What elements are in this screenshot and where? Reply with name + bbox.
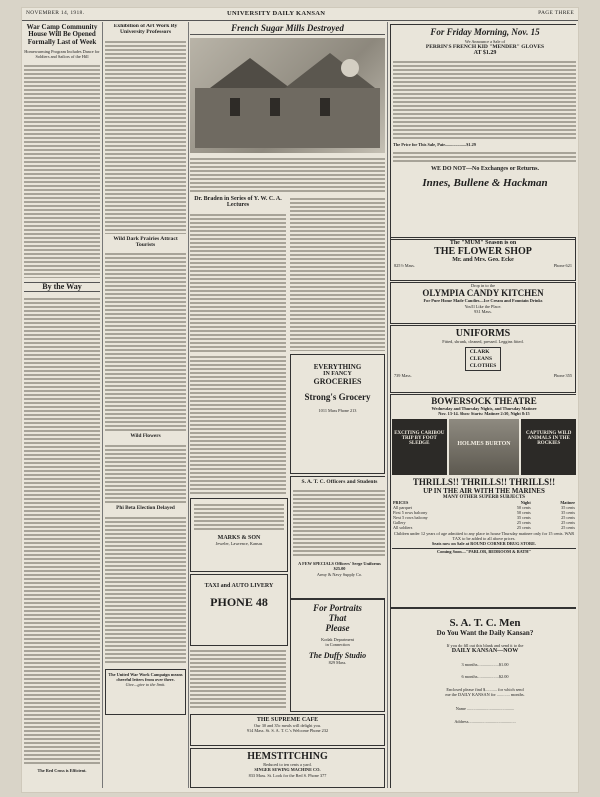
taxi-ad: TAXI and AUTO LIVERY PHONE 48 bbox=[190, 574, 288, 646]
price-cell: 25 cents bbox=[516, 524, 531, 530]
notices-column bbox=[290, 196, 385, 351]
col2-body-2 bbox=[105, 251, 186, 431]
duffy-studio-ad: For Portraits That Please Kodak Department in Connection The Duffy Studio 829 Mass. bbox=[290, 598, 385, 712]
misc-notice bbox=[190, 648, 286, 708]
newspaper-page bbox=[22, 8, 578, 792]
clark-uniforms-ad: UNIFORMS Fitted, shrunk, cleaned, pressed. Leggins fitted. CLARK CLEANS CLOTHES 739 Mass. Phone 355 bbox=[390, 325, 576, 393]
price-cell: First 5 rows balcony bbox=[393, 509, 428, 515]
price-cell: 35 cents bbox=[561, 509, 575, 515]
column-2 bbox=[105, 24, 186, 788]
col2-body-3 bbox=[105, 443, 186, 503]
col2-pbs: Phi Beta Election Delayed bbox=[116, 504, 175, 511]
right-ad-column bbox=[390, 24, 576, 788]
col1-body-2 bbox=[24, 296, 100, 766]
braden-headline: Dr. Braden in Series of Y. W. C. A. Lectures bbox=[194, 196, 282, 209]
column-divider bbox=[387, 22, 388, 788]
six-month-option[interactable]: 6 months....................$2.00 bbox=[461, 673, 509, 679]
price-cell: 25 cents bbox=[561, 519, 575, 525]
price-cell: Next 5 rows balcony bbox=[393, 514, 428, 520]
price-cell: Night bbox=[520, 499, 531, 505]
col1-body bbox=[24, 63, 100, 278]
price-cell: All soldiers bbox=[393, 524, 413, 530]
braden-article bbox=[190, 196, 286, 362]
ruined-building-illustration bbox=[190, 38, 385, 153]
three-month-option[interactable]: 3 months....................$1.00 bbox=[461, 662, 509, 668]
war-work-ad: The United War Work Campaign means cheerful letters from over there. Give—give to the limit. bbox=[105, 669, 186, 715]
braden-article-continued bbox=[190, 354, 286, 494]
col2-body bbox=[105, 39, 186, 234]
bowersock-theatre-ad: BOWERSOCK THEATRE Wednesday and Thursday Nights, and Thursday Matinee Nov. 13-14. Show Starts: Matinee 2:30, Night 8:15 EXCITING CARIBOU TRIP BY FOOT SLEDGE HOLMES BURTON CAPTURING WILD ANIMALS IN THE ROCKIES THRILLS!! THRILLS!! THRILLS!! UP IN THE AIR WITH THE MARINES MANY OTHER SUPERB SUBJECTS PRICES Night Matinee All parquet 50 cents 35 cents First 5 rows balcony 50 cents 35 cents Next 5 rows balcony 35 cents 25 cents Gallery 25 cents 25 cents All soldiers 25 cents 25 cents Children under 12 years of age admitted to any place in house Thursday matinee only for 15 cents. WAR TAX to be added to all above prices. Seats now on Sale at ROUND CORNER DRUG STORE. Coming Soon—"PARLOR, BEDROOM & BATH" bbox=[390, 394, 576, 608]
price-cell: Gallery bbox=[393, 519, 406, 525]
price-cell: 50 cents bbox=[516, 504, 531, 510]
price-cell: Matinee bbox=[560, 499, 575, 505]
header-page: PAGE THREE bbox=[538, 10, 574, 16]
address-field[interactable]: Address............................................ bbox=[454, 719, 516, 725]
col1-section-title: By the Way bbox=[24, 282, 100, 292]
col2-body-4 bbox=[105, 515, 186, 665]
col1-headline: War Camp Community House Will Be Opened Formally Last of Week bbox=[26, 24, 98, 46]
column-1 bbox=[24, 24, 100, 788]
column-divider bbox=[102, 22, 103, 788]
name-field[interactable]: Name ............................................ bbox=[455, 705, 515, 711]
army-navy-ad: S. A. T. C. Officers and Students A FEW SPECIALS Officers' Serge Uniforms $25.00 Army & Navy Supply Co. bbox=[290, 476, 385, 600]
satc-subscription-form: S. A. T. C. Men Do You Want the Daily Kansan? If you do fill out this blank and send it to the DAILY KANSAN—NOW 3 months....................$1.00 6 months....................$2.00 Enclosed please find $........... for which send me the DAILY KANSAN for ............ months. Name ............................................ Address............................................ bbox=[390, 608, 576, 788]
clark-logo: CLARK CLEANS CLOTHES bbox=[391, 347, 575, 371]
price-cell: 25 cents bbox=[561, 524, 575, 530]
marks-jewelry-ad: MARKS & SON Jeweler, Lawrence, Kansas bbox=[190, 498, 288, 572]
col2-headline-2: Wild Dark Prairies Attract Tourists bbox=[113, 235, 178, 248]
sugar-mills-photo bbox=[190, 38, 385, 153]
innes-glove-ad: For Friday Morning, Nov. 15 We Announce a Sale of PERRIN'S FRENCH KID "MENDER" GLOVES AT $1.29 The Price for This Sale, Pair....................$1.29 WE DO NOT—No Exchanges or Returns. Innes, Bullene & Hackman bbox=[390, 24, 576, 240]
center-columns bbox=[190, 24, 385, 788]
price-table bbox=[392, 500, 576, 530]
header-date: NOVEMBER 14, 1918. bbox=[26, 10, 85, 16]
price-row bbox=[392, 525, 576, 530]
strongs-grocery-ad: EVERYTHING IN FANCY GROCERIES Strong's Grocery 1011 Mass Phone 213 bbox=[290, 354, 385, 474]
price-cell: All parquet bbox=[393, 504, 412, 510]
col2-section-3: Wild Flowers bbox=[130, 433, 161, 440]
hemstitching-ad: HEMSTITCHING Reduced to ten cents a yard. SINGER SEWING MACHINE CO. 833 Mass. St. Look for the Red S. Phone 377 bbox=[190, 748, 385, 788]
sugar-mills-caption bbox=[190, 156, 385, 192]
olympia-candy-ad: Drop in to the OLYMPIA CANDY KITCHEN For Pure Home Made Candies—Ice Cream and Fountain Drinks You'll Like the Place. 931 Mass. bbox=[390, 282, 576, 324]
sugar-mills-banner: French Sugar Mills Destroyed bbox=[190, 24, 385, 35]
flower-shop-ad: The "MUM" Season is on THE FLOWER SHOP Mr. and Mrs. Geo. Ecke 825½ Mass. Phone 621 bbox=[390, 237, 576, 281]
innes-signature: Innes, Bullene & Hackman bbox=[422, 176, 548, 189]
price-cell: 50 cents bbox=[516, 509, 531, 515]
header-rule bbox=[22, 20, 578, 21]
supreme-cafe-ad: THE SUPREME CAFE Our 30 and 35c meals will delight you. 914 Mass. St. S. A. T. C.'s Welcome Phone 232 bbox=[190, 714, 385, 746]
header-title: UNIVERSITY DAILY KANSAN bbox=[227, 10, 326, 17]
price-cell: PRICES bbox=[393, 499, 409, 505]
bowersock-poster: EXCITING CARIBOU TRIP BY FOOT SLEDGE HOLMES BURTON CAPTURING WILD ANIMALS IN THE ROCKIES bbox=[392, 419, 576, 475]
price-cell: 35 cents bbox=[561, 504, 575, 510]
column-divider bbox=[188, 22, 189, 788]
col1-subhead: Homewarming Program Includes Dance for Soldiers and Sailors of the Hill bbox=[24, 49, 100, 60]
price-cell: 25 cents bbox=[561, 514, 575, 520]
price-cell: 35 cents bbox=[516, 514, 531, 520]
price-cell: 25 cents bbox=[516, 519, 531, 525]
col2-headline: Exhibition of Art Work By University Professors bbox=[113, 24, 178, 35]
col1-footer: The Red Cross is Efficient. bbox=[37, 768, 87, 774]
